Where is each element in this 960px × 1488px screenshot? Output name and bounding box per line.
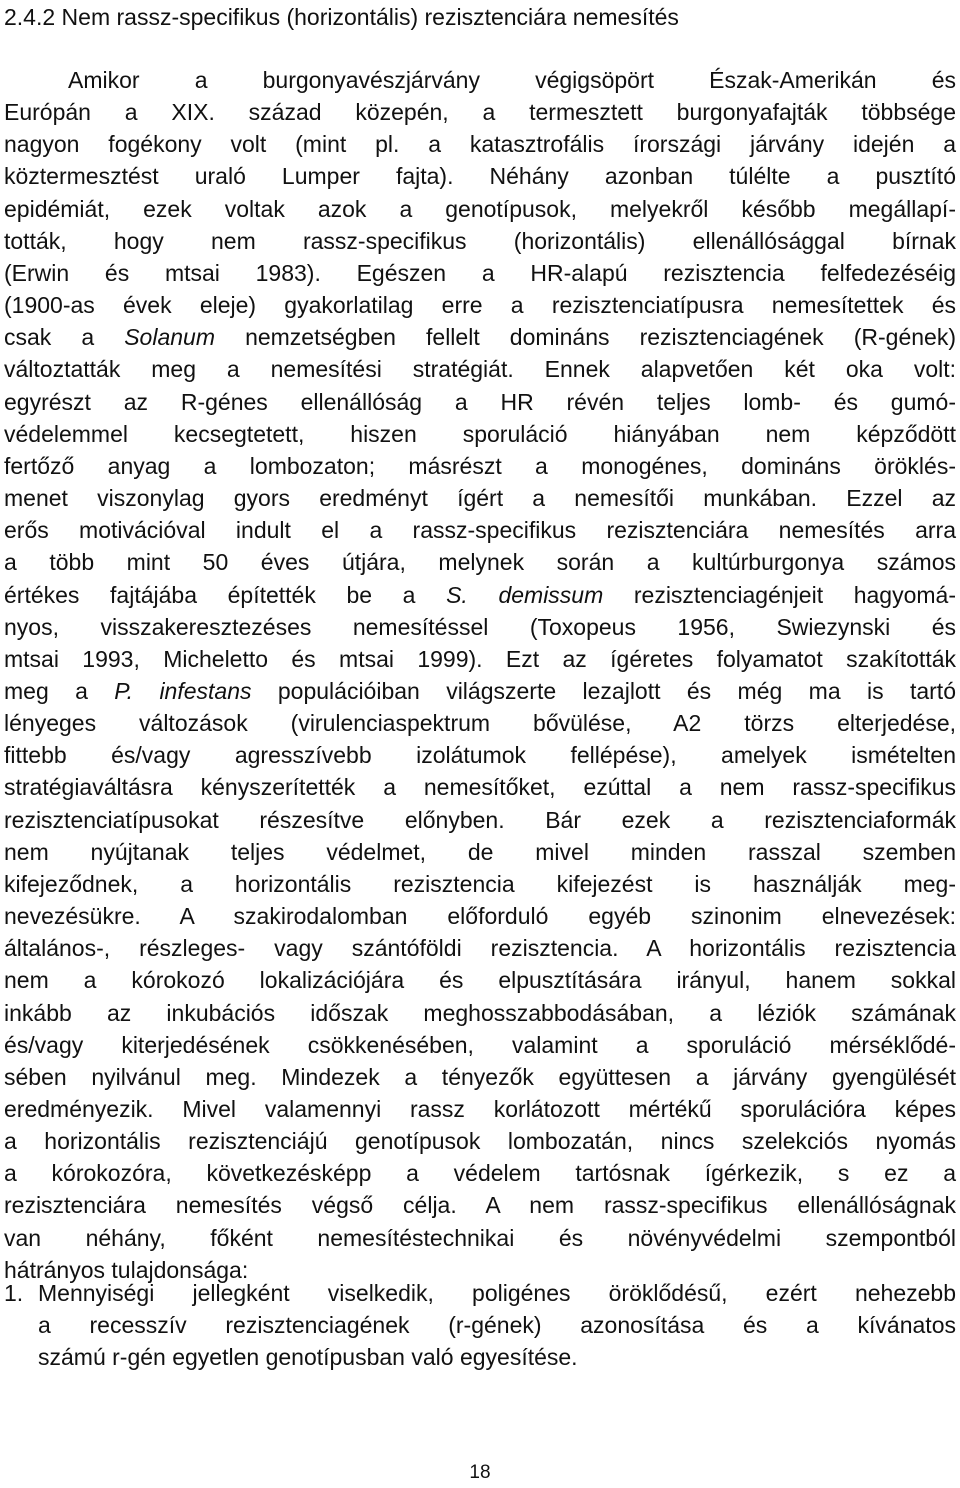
paragraph-line: köztermesztést uraló Lumper fajta). Néhány azonban túlélte a pusztító [4, 163, 956, 190]
paragraph-line: értékes fajtájába építették be a S. demissum rezisztenciagénjeit hagyomá- [4, 581, 956, 608]
paragraph-line: inkább az inkubációs időszak meghosszabbodásában, a léziók számának [4, 999, 956, 1026]
paragraph-line: van néhány, főként nemesítéstechnikai és növényvédelmi szempontból [4, 1224, 956, 1251]
numbered-list [4, 1277, 956, 1373]
paragraph-line: nagyon fogékony volt (mint pl. a katasztrofális írországi járvány idején a [4, 131, 956, 158]
paragraph-line: fittebb és/vagy agresszívebb izolátumok fellépése), amelyek ismételten [4, 742, 956, 769]
paragraph-line: a horizontális rezisztenciájú genotípusok lombozatán, nincs szelekciós nyomás [4, 1128, 956, 1155]
paragraph-line: epidémiát, ezek voltak azok a genotípusok, melyekről később megállapí- [4, 195, 956, 222]
paragraph-line: stratégiaváltásra kényszerítették a nemesítőket, ezúttal a nem rassz-specifikus [4, 774, 956, 801]
paragraph-line: menet viszonylag gyors eredményt ígért a nemesítői munkában. Ezzel az [4, 485, 956, 512]
paragraph-line: kifejeződnek, a horizontális rezisztencia kifejezést is használják meg- [4, 870, 956, 897]
list-item-text [38, 1277, 956, 1373]
paragraph-line: nem nyújtanak teljes védelmet, de mivel minden rasszal szemben [4, 838, 956, 865]
list-item-line: számú r-gén egyetlen genotípusban való egyesítése. [38, 1344, 578, 1371]
paragraph-line: nem a kórokozó lokalizációjára és elpusztítására irányul, hanem sokkal [4, 967, 956, 994]
paragraph-line: rezisztenciatípusokat részesítve előnyben. Bár ezek a rezisztenciaformák [4, 806, 956, 833]
paragraph-line: eredményezik. Mivel valamennyi rassz korlátozott mértékű sporulációra képes [4, 1096, 956, 1122]
paragraph-line: a több mint 50 éves útjára, melynek során a kultúrburgonya számos [4, 549, 956, 576]
paragraph-line: sében nyilvánul meg. Mindezek a tényezők együttesen a járvány gyengülését [4, 1063, 956, 1090]
paragraph-line: védelemmel kecsegtetett, hiszen sporuláció hiányában nem képződött [4, 420, 956, 447]
paragraph-line: fertőző anyag a lombozaton; másrészt a monogénes, domináns öröklés- [4, 452, 956, 479]
list-item-number: 1. [4, 1280, 24, 1306]
italic-term: Solanum [124, 324, 215, 351]
paragraph-line: csak a Solanum nemzetségben fellelt domináns rezisztenciagének (R-gének) [4, 324, 956, 351]
list-item-line: a recesszív rezisztenciagének (r-gének) azonosítása és a kívánatos [38, 1312, 956, 1339]
paragraph-line: (Erwin és mtsai 1983). Egészen a HR-alapú rezisztencia felfedezéséig [4, 259, 956, 286]
paragraph-line: mtsai 1993, Micheletto és mtsai 1999). Ezt az ígéretes folyamatot szakították [4, 645, 956, 672]
paragraph-line: (1900-as évek eleje) gyakorlatilag erre a rezisztenciatípusra nemesítettek és [4, 292, 956, 319]
paragraph-line: nevezésükre. A szakirodalomban előforduló egyéb szinonim elnevezések: [4, 903, 956, 930]
body-paragraph [4, 64, 956, 1286]
paragraph-line: Amikor a burgonyavészjárvány végigsöpört Észak-Amerikán és [68, 67, 956, 93]
paragraph-line: hátrányos tulajdonsága: [4, 1256, 249, 1283]
page-number: 18 [469, 1462, 491, 1483]
paragraph-line: rezisztenciára nemesítés végső célja. A nem rassz-specifikus ellenállóságnak [4, 1192, 956, 1219]
italic-term: P. infestans [114, 677, 252, 704]
section-heading: 2.4.2 Nem rassz-specifikus (horizontális) rezisztenciára nemesítés [4, 4, 679, 30]
paragraph-line: Európán a XIX. század közepén, a termesztett burgonyafajták többsége [4, 99, 956, 126]
paragraph-line: nyos, visszakeresztezéses nemesítéssel (Toxopeus 1956, Swiezynski és [4, 613, 956, 640]
paragraph-line: és/vagy kiterjedésének csökkenésében, valamint a sporuláció mérséklődé- [4, 1031, 956, 1058]
paragraph-line: általános-, részleges- vagy szántóföldi rezisztencia. A horizontális rezisztencia [4, 935, 956, 962]
list-item-line: Mennyiségi jellegként viselkedik, poligénes öröklődésű, ezért nehezebb [38, 1280, 956, 1306]
paragraph-line: erős motivációval indult el a rassz-specifikus rezisztenciára nemesítés arra [4, 517, 956, 544]
paragraph-line: a kórokozóra, következésképp a védelem tartósnak ígérkezik, s ez a [4, 1160, 956, 1187]
italic-term: S. demissum [446, 581, 604, 608]
list-item [4, 1277, 956, 1373]
paragraph-line: lényeges változások (virulenciaspektrum bővülése, A2 törzs elterjedése, [4, 710, 956, 737]
paragraph-line: egyrészt az R-génes ellenállóság a HR révén teljes lomb- és gumó- [4, 388, 956, 415]
paragraph-line: tották, hogy nem rassz-specifikus (horizontális) ellenállósággal bírnak [4, 227, 956, 254]
paragraph-line: változtatták meg a nemesítési stratégiát. Ennek alapvetően két oka volt: [4, 356, 956, 383]
paragraph-line: meg a P. infestans populációiban világszerte lezajlott és még ma is tartó [4, 677, 956, 704]
